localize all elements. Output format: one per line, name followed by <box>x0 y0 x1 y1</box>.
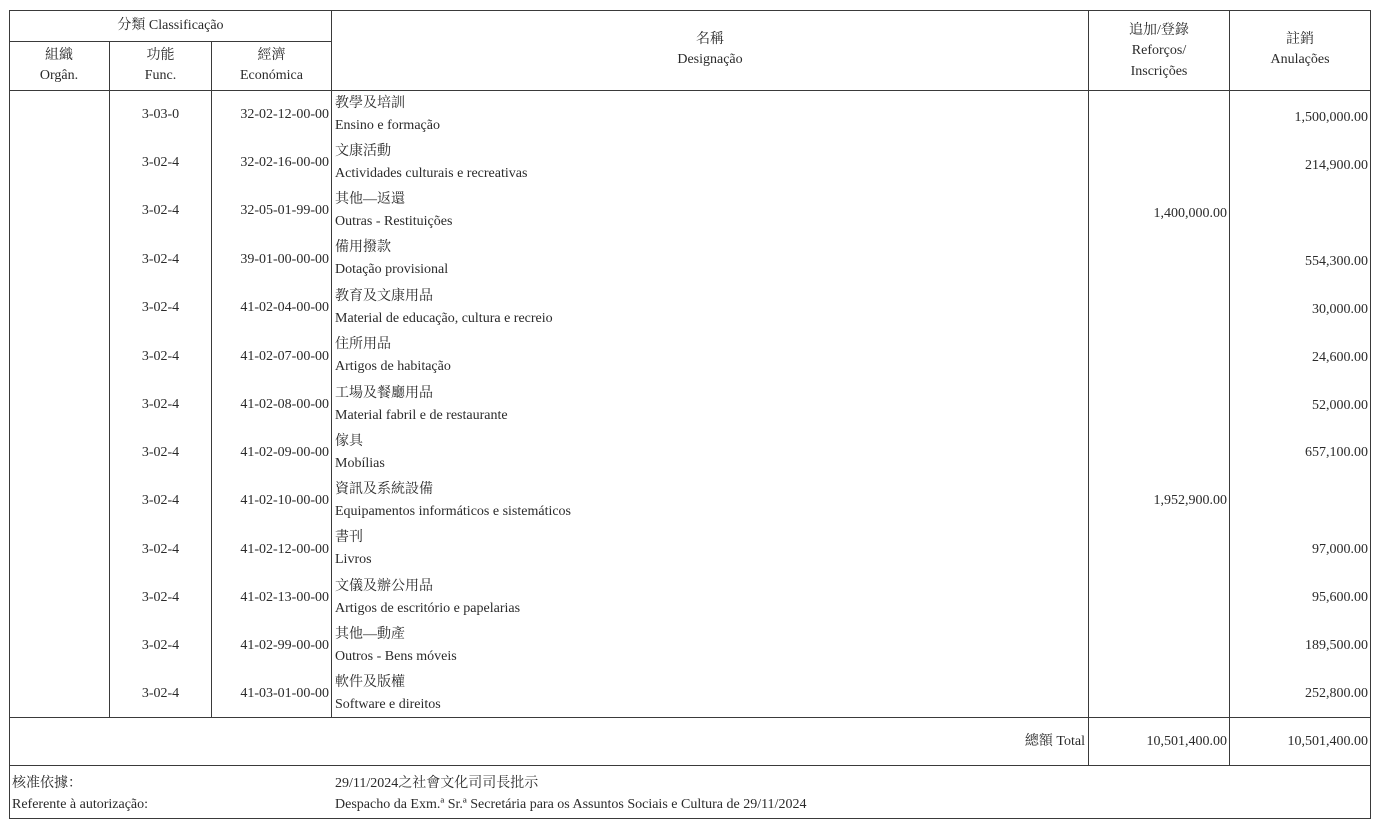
rule-total-bottom <box>9 765 1370 766</box>
rule-bottom <box>9 818 1370 819</box>
row-cancellation: 214,900.00 <box>1305 158 1368 173</box>
row-name-zh: 備用撥款 <box>335 240 391 255</box>
row-econ: 41-02-99-00-00 <box>240 638 329 653</box>
row-cancellation: 24,600.00 <box>1312 350 1368 365</box>
row-func: 3-02-4 <box>141 397 180 412</box>
row-func: 3-02-4 <box>141 542 180 557</box>
row-name-zh: 文儀及辦公用品 <box>335 579 433 594</box>
reinforcement-header-zh: 追加/登錄 <box>1129 23 1189 38</box>
row-name-zh: 書刊 <box>335 530 363 545</box>
row-cancellation: 30,000.00 <box>1312 302 1368 317</box>
row-name-zh: 其他—動產 <box>335 627 405 642</box>
authorization-text-zh: 29/11/2024之社會文化司司長批示 <box>335 776 539 791</box>
row-econ: 41-02-13-00-00 <box>240 590 329 605</box>
func-header-pt: Func. <box>144 68 177 83</box>
row-name-zh: 工場及餐廳用品 <box>335 386 433 401</box>
row-func: 3-02-4 <box>141 445 180 460</box>
row-name-pt: Mobílias <box>335 456 385 471</box>
row-econ: 41-02-09-00-00 <box>240 445 329 460</box>
designation-header-zh: 名稱 <box>696 32 724 47</box>
row-econ: 41-02-10-00-00 <box>240 493 329 508</box>
func-header-zh: 功能 <box>146 48 175 63</box>
row-func: 3-02-4 <box>141 155 180 170</box>
reinforcement-header-pt2: Inscrições <box>1130 64 1188 79</box>
total-cancellation: 10,501,400.00 <box>1287 734 1368 749</box>
row-name-zh: 教學及培訓 <box>335 96 405 111</box>
classification-header: 分類 Classificação <box>117 18 224 33</box>
row-name-pt: Artigos de habitação <box>335 359 451 374</box>
row-cancellation: 252,800.00 <box>1305 686 1368 701</box>
row-name-zh: 住所用品 <box>335 337 391 352</box>
rule-designation <box>1088 10 1089 766</box>
rule-left <box>9 10 10 819</box>
row-name-pt: Actividades culturais e recreativas <box>335 166 528 181</box>
row-func: 3-02-4 <box>141 203 180 218</box>
row-name-pt: Outros - Bens móveis <box>335 649 457 664</box>
row-econ: 41-02-12-00-00 <box>240 542 329 557</box>
organ-header-pt: Orgân. <box>39 68 79 83</box>
row-econ: 32-02-16-00-00 <box>240 155 329 170</box>
row-cancellation: 97,000.00 <box>1312 542 1368 557</box>
row-name-zh: 軟件及版權 <box>335 675 405 690</box>
authorization-label-zh: 核准依據： <box>12 776 82 791</box>
row-cancellation: 52,000.00 <box>1312 398 1368 413</box>
total-reinforcement: 10,501,400.00 <box>1146 734 1227 749</box>
row-econ: 41-02-07-00-00 <box>240 349 329 364</box>
row-cancellation: 657,100.00 <box>1305 445 1368 460</box>
rule-organ <box>109 41 110 718</box>
rule-right <box>1370 10 1371 819</box>
row-name-zh: 教育及文康用品 <box>335 289 433 304</box>
row-func: 3-02-4 <box>141 349 180 364</box>
row-func: 3-02-4 <box>141 252 180 267</box>
authorization-text-pt: Despacho da Exm.ª Sr.ª Secretária para os Assuntos Sociais e Cultura de 29/11/2024 <box>335 797 807 812</box>
row-econ: 32-02-12-00-00 <box>240 107 329 122</box>
row-econ: 39-01-00-00-00 <box>240 252 329 267</box>
row-func: 3-03-0 <box>141 107 180 122</box>
row-func: 3-02-4 <box>141 590 180 605</box>
row-cancellation: 95,600.00 <box>1312 590 1368 605</box>
designation-header-pt: Designação <box>677 52 743 67</box>
row-name-zh: 資訊及系統設備 <box>335 482 433 497</box>
row-func: 3-02-4 <box>141 638 180 653</box>
cancellation-header-zh: 註銷 <box>1286 32 1314 47</box>
row-name-zh: 傢具 <box>335 434 363 449</box>
rule-econ <box>331 10 332 718</box>
row-reinforcement: 1,400,000.00 <box>1153 206 1227 221</box>
row-name-pt: Equipamentos informáticos e sistemáticos <box>335 504 572 519</box>
row-name-pt: Artigos de escritório e papelarias <box>335 601 521 616</box>
cancellation-header-pt: Anulações <box>1270 52 1330 67</box>
rule-classification <box>9 41 332 42</box>
row-econ: 41-03-01-00-00 <box>240 686 329 701</box>
row-name-pt: Material de educação, cultura e recreio <box>335 311 553 326</box>
row-name-pt: Ensino e formação <box>335 118 440 133</box>
row-name-pt: Software e direitos <box>335 697 441 712</box>
row-cancellation: 554,300.00 <box>1305 254 1368 269</box>
row-cancellation: 1,500,000.00 <box>1294 110 1368 125</box>
row-reinforcement: 1,952,900.00 <box>1153 493 1227 508</box>
rule-func <box>211 41 212 718</box>
rule-top <box>9 10 1370 11</box>
row-func: 3-02-4 <box>141 493 180 508</box>
authorization-label-pt: Referente à autorização: <box>12 797 149 812</box>
row-name-zh: 其他—返還 <box>335 192 405 207</box>
row-name-pt: Outras - Restituições <box>335 214 453 229</box>
row-name-pt: Livros <box>335 552 372 567</box>
row-func: 3-02-4 <box>141 686 180 701</box>
row-cancellation: 189,500.00 <box>1305 638 1368 653</box>
econ-header-zh: 經濟 <box>257 48 286 63</box>
rule-body-bottom <box>9 717 1370 718</box>
row-name-pt: Material fabril e de restaurante <box>335 408 508 423</box>
total-label: 總額 Total <box>1024 734 1085 749</box>
row-func: 3-02-4 <box>141 300 180 315</box>
row-name-pt: Dotação provisional <box>335 262 449 277</box>
rule-header-bottom <box>9 90 1370 91</box>
reinforcement-header-pt1: Reforços/ <box>1131 43 1187 58</box>
econ-header-pt: Económica <box>240 68 303 83</box>
row-econ: 41-02-04-00-00 <box>240 300 329 315</box>
row-econ: 32-05-01-99-00 <box>240 203 329 218</box>
row-name-zh: 文康活動 <box>335 144 391 159</box>
organ-header-zh: 組織 <box>45 48 73 63</box>
row-econ: 41-02-08-00-00 <box>240 397 329 412</box>
